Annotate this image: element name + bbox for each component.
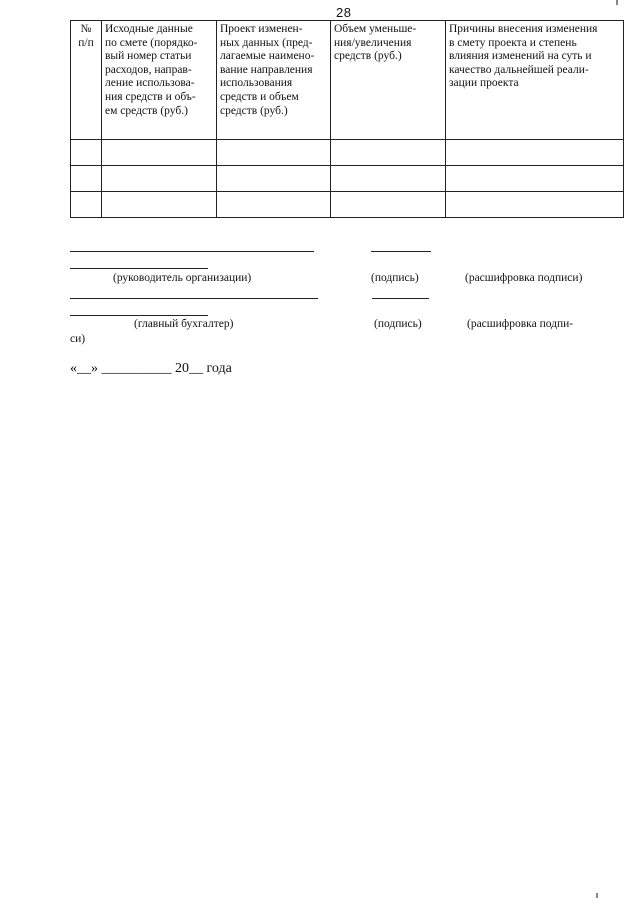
table-cell[interactable] xyxy=(102,166,217,192)
scan-mark xyxy=(596,893,598,898)
header-change-volume: Объем уменьше- ния/увеличения средств (руб.) xyxy=(331,21,446,140)
table-cell[interactable] xyxy=(446,166,624,192)
accountant-name-line-2[interactable] xyxy=(70,315,208,316)
table-cell[interactable] xyxy=(331,166,446,192)
table-cell[interactable] xyxy=(102,140,217,166)
head-decode-label: (расшифровка подписи) xyxy=(465,272,583,284)
header-changed-data: Проект изменен- ных данных (пред- лагаемые наимено- вание направления использования средств и объем средств (руб.) xyxy=(217,21,331,140)
table-cell[interactable] xyxy=(71,192,102,218)
table-row xyxy=(71,166,624,192)
head-signature-label: (подпись) xyxy=(371,272,419,284)
head-name-line[interactable] xyxy=(70,251,314,252)
table-cell[interactable] xyxy=(446,140,624,166)
accountant-name-line[interactable] xyxy=(70,298,318,299)
head-label: (руководитель организации) xyxy=(113,272,252,284)
table-row xyxy=(71,140,624,166)
table-cell[interactable] xyxy=(217,192,331,218)
page-number: 28 xyxy=(336,5,352,20)
date-line[interactable]: «__» __________ 20__ года xyxy=(70,361,232,376)
accountant-signature-label: (подпись) xyxy=(374,318,422,330)
header-source-data: Исходные данные по смете (порядко- вый номер статьи расходов, направ- ление использова- ния средств и объ- ем средств (руб.) xyxy=(102,21,217,140)
accountant-decode-label-cont: си) xyxy=(70,333,86,345)
table-cell[interactable] xyxy=(217,166,331,192)
table-cell[interactable] xyxy=(71,140,102,166)
scan-mark xyxy=(616,0,618,5)
table-cell[interactable] xyxy=(331,140,446,166)
table-cell[interactable] xyxy=(446,192,624,218)
head-name-line-2[interactable] xyxy=(70,268,208,269)
accountant-signature-line[interactable] xyxy=(372,298,429,299)
header-number: № п/п xyxy=(71,21,102,140)
head-signature-line[interactable] xyxy=(371,251,431,252)
header-reasons: Причины внесения изменения в смету проекта и степень влияния изменений на суть и качество дальнейшей реали- зации проекта xyxy=(446,21,624,140)
table-row xyxy=(71,192,624,218)
accountant-decode-label: (расшифровка подпи- xyxy=(467,318,574,330)
table-cell[interactable] xyxy=(331,192,446,218)
table-header-row xyxy=(71,21,624,140)
accountant-label: (главный бухгалтер) xyxy=(134,318,234,330)
changes-table xyxy=(70,20,624,218)
table-cell[interactable] xyxy=(71,166,102,192)
table-cell[interactable] xyxy=(217,140,331,166)
table-cell[interactable] xyxy=(102,192,217,218)
